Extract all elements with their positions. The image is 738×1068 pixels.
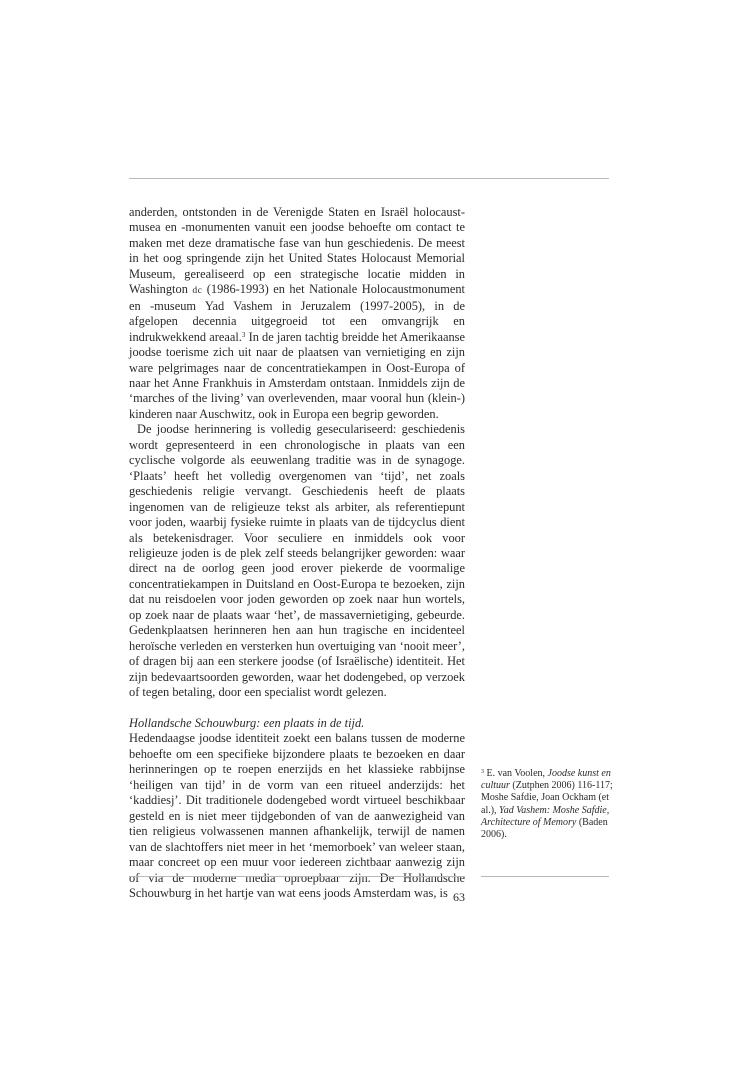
footnote-text-a: E. van Voolen, xyxy=(484,768,548,779)
footnote-text-c: (Baden 2006). xyxy=(481,816,608,841)
paragraph-1-text-b: (1986-1993) en het Nationale Holocaustmonument en -museum Yad Vashem in Jeruzalem (1997-2005), in de afgelopen decennia uitgegroeid tot een omvangrijk en indrukwekkend areaal. xyxy=(129,282,466,344)
header-rule xyxy=(129,178,609,179)
paragraph-3: Hedendaagse joodse identiteit zoekt een balans tussen de moderne behoefte om een specifieke bijzondere plaats te bezoeken en daar herinneringen op te roepen enerzijds en het klassieke rabbijnse ‘heiligen van tijd’ in de vorm van een ritueel anderzijds: het ‘kaddiesj’. Dit traditionele dodengebed wordt virtueel beschikbaar gesteld en is niet meer tijdgebonden of van de aanwezigheid van tien religieus volwassenen mannen afhankelijk, terwijl de namen van de slachtoffers niet meer in het ‘memorboek’ van weleer staan, maar concreet op een muur voor iedereen zichtbaar aanwezig zijn of via de moderne media oproepbaar zijn. De Hollandsche Schouwburg in het hartje van wat eens joods Amsterdam was, is xyxy=(129,731,465,900)
footnote-reference[interactable]: 3 xyxy=(241,330,246,339)
paragraph-1-text-c: In de jaren tachtig breidde het Amerikaanse joodse toerisme zich uit naar de plaatsen van vernietiging en zijn ware pelgrimages naar de concentratiekampen in Oost-Europa of naar het Anne Frankhuis in Amsterdam ontstaan. Inmiddels zijn de ‘marches of the living’ van overlevenden, maar vooral hun (klein-) kinderen naar Auschwitz, ook in Europa een begrip geworden. xyxy=(129,329,465,421)
footer-rule-main xyxy=(129,876,465,877)
small-caps-dc: dc xyxy=(192,285,203,297)
paragraph-2: De joodse herinnering is volledig geseculariseerd: geschiedenis wordt gepresenteerd in een chronologische in plaats van een cyclische volgorde als eeuwenlang traditie was in de synagoge. ‘Plaats’ heeft het volledig overgenomen van ‘tijd’, net zoals geschiedenis religie vervangt. Geschiedenis heeft de plaats ingenomen van de religieuze tekst als arbiter, als referentiepunt voor joden, waarbij fysieke ruimte in plaats van de tijdcyclus dient als betekenisdrager. Voor seculiere en inmiddels ook voor religieuze joden is de plek zelf steeds belangrijker geworden: waar direct na de oorlog geen jood erover piekerde de voormalige concentratiekampen in Duitsland en Oost-Europa te bezoeken, zijn dat nu reisdoelen voor joden geworden op zoek naar hun wortels, op zoek naar de plaats waar ‘het’, de massavernietiging, gebeurde. Gedenkplaatsen herinneren hen aan hun tragische en incidenteel heroïsche verleden en versterken hun overtuiging van ‘nooit meer’, of dragen bij aan een sterkere joodse (of Israëlische) identiteit. Het zijn bedevaartsoorden geworden, waar het dodengebed, op verzoek of tegen betaling, door een specialist wordt gelezen. xyxy=(129,422,465,700)
paragraph-1-text-a: anderden, ontstonden in de Verenigde Staten en Israël holocaust-musea en -monumenten vanuit een joodse behoefte om contact te maken met deze dramatische fase van hun geschiedenis. De meest in het oog springende zijn het United States Holocaust Memorial Museum, gerealiseerd op een strategische locatie midden in Washington xyxy=(129,205,465,297)
footnote-text-b: (Zutphen 2006) 116-117; Moshe Safdie, Joan Ockham (et al.), xyxy=(481,780,613,816)
footnote-number: 3 xyxy=(481,769,484,775)
main-text-column xyxy=(129,205,465,901)
footer-rule-note xyxy=(481,876,609,877)
paragraph-1 xyxy=(129,205,465,422)
footnote-title-1: Joodse kunst en cultuur xyxy=(481,768,611,792)
page-number: 63 xyxy=(453,890,465,904)
footnote-title-2: Yad Vashem: Moshe Safdie, Architecture of Memory xyxy=(481,804,610,828)
section-gap xyxy=(129,701,465,717)
footnote xyxy=(481,768,613,841)
section-subheading: Hollandsche Schouwburg: een plaats in de tijd. xyxy=(129,716,365,730)
